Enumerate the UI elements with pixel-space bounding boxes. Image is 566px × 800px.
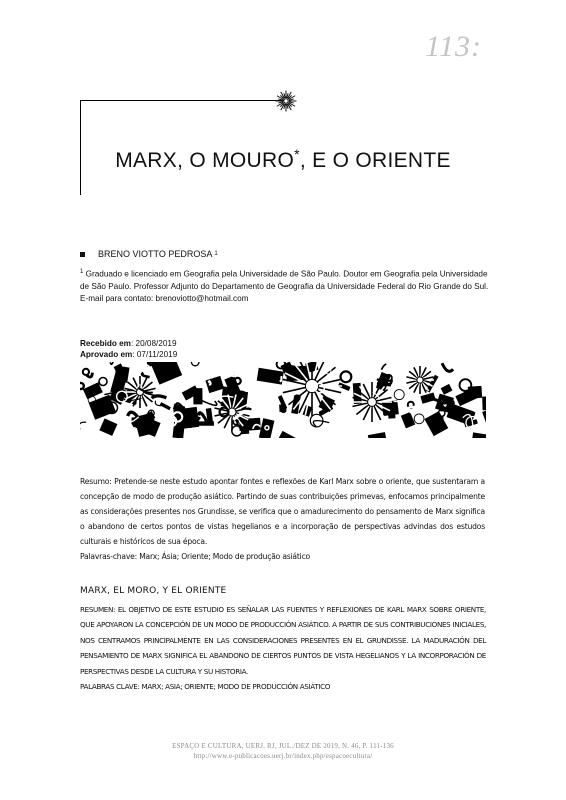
title-footnote-mark: * — [294, 146, 300, 162]
received-label: Recebido em — [80, 339, 131, 348]
article-title — [0, 146, 566, 173]
abstract-pt-text: Resumo: Pretende-se neste estudo apontar fontes e reflexões de Karl Marx sobre o oriente, que sustentaram a concepção de modo de produção asiático. Partindo de suas contribuições primevas, enfocamos principalmente as considerações presentes nos Grundisse, se verifica que o amadurecimento do pensamento de Marx significa o abandono de certos pontos de vistas hegelianos e a incorporação de perspectivas advindas dos estudos culturais e históricos de sua época. — [80, 477, 485, 546]
footnote-mark: 1 — [80, 269, 84, 275]
footer-citation: ESPAÇO E CULTURA, UERJ, RJ, JUL./DEZ DE 2019, N. 46, P. 111-136 — [172, 742, 394, 750]
abstract-pt-keywords: Palavras-chave: Marx; Ásia; Oriente; Modo de produção asiático — [80, 552, 310, 561]
page-number: 113: — [425, 30, 482, 63]
title-main: MARX, O MOURO — [115, 149, 295, 172]
received-row — [80, 338, 177, 349]
spanish-title: MARX, EL MORO, Y EL ORIENTE — [80, 586, 227, 596]
author-footnote-mark: 1 — [214, 251, 218, 257]
decorative-collage-banner — [80, 362, 486, 438]
submission-dates — [80, 338, 177, 360]
received-date: : 20/08/2019 — [130, 339, 177, 348]
abstract-es-keywords: PALABRAS CLAVE: MARX; ASIA; ORIENTE; MODO DE PRODUCCIÓN ASIÁTICO — [80, 682, 331, 692]
author-footnote — [80, 266, 490, 305]
title-frame-horizontal-line — [80, 100, 287, 101]
author-bullet — [80, 252, 85, 257]
approved-row — [80, 349, 177, 360]
approved-label: Aprovado em — [80, 350, 133, 359]
abstract-spanish — [80, 602, 486, 694]
sun-ornament-icon — [275, 90, 297, 112]
title-tail: , E O ORIENTE — [299, 149, 451, 172]
author-row — [80, 249, 218, 259]
abstract-portuguese — [80, 474, 485, 564]
page-footer — [0, 741, 566, 761]
footer-url: http://www.e-publicacoes.uerj.br/index.php/espacoecultura/ — [193, 752, 373, 760]
approved-date: : 07/11/2019 — [132, 350, 178, 359]
abstract-es-text: RESUMEN: EL OBJETIVO DE ESTE ESTUDIO ES SEÑALAR LAS FUENTES Y REFLEXIONES DE KARL MARX SOBRE ORIENTE, QUE APOYARON LA CONCEPCIÓN DE UN MODO DE PRODUCCIÓN ASIÁTICO. A PARTIR DE SUS CONTRIBUCIONES INICIALES, NOS CENTRAMOS PRINCIPALMENTE EN LAS CONSIDERACIONES PRESENTES EN EL GRUNDISSE. LA MADURACIÓN DEL PENSAMIENTO DE MARX SIGNIFICA EL ABANDONO DE CIERTOS PUNTOS DE VISTA HEGELIANOS Y LA INCORPORACIÓN DE PERSPECTIVAS DESDE LA CULTURA Y SU HISTORIA. — [80, 605, 486, 676]
footnote-text: Graduado e licenciado em Geografia pela Universidade de São Paulo. Doutor em Geografia pela Universidade de São Paulo. Professor Adjunto do Departamento de Geografia da Universidade Federal do Rio Grande do Sul. E-mail para contato: brenoviotto@hotmail.com — [80, 269, 489, 303]
author-name: BRENO VIOTTO PEDROSA — [98, 249, 213, 259]
